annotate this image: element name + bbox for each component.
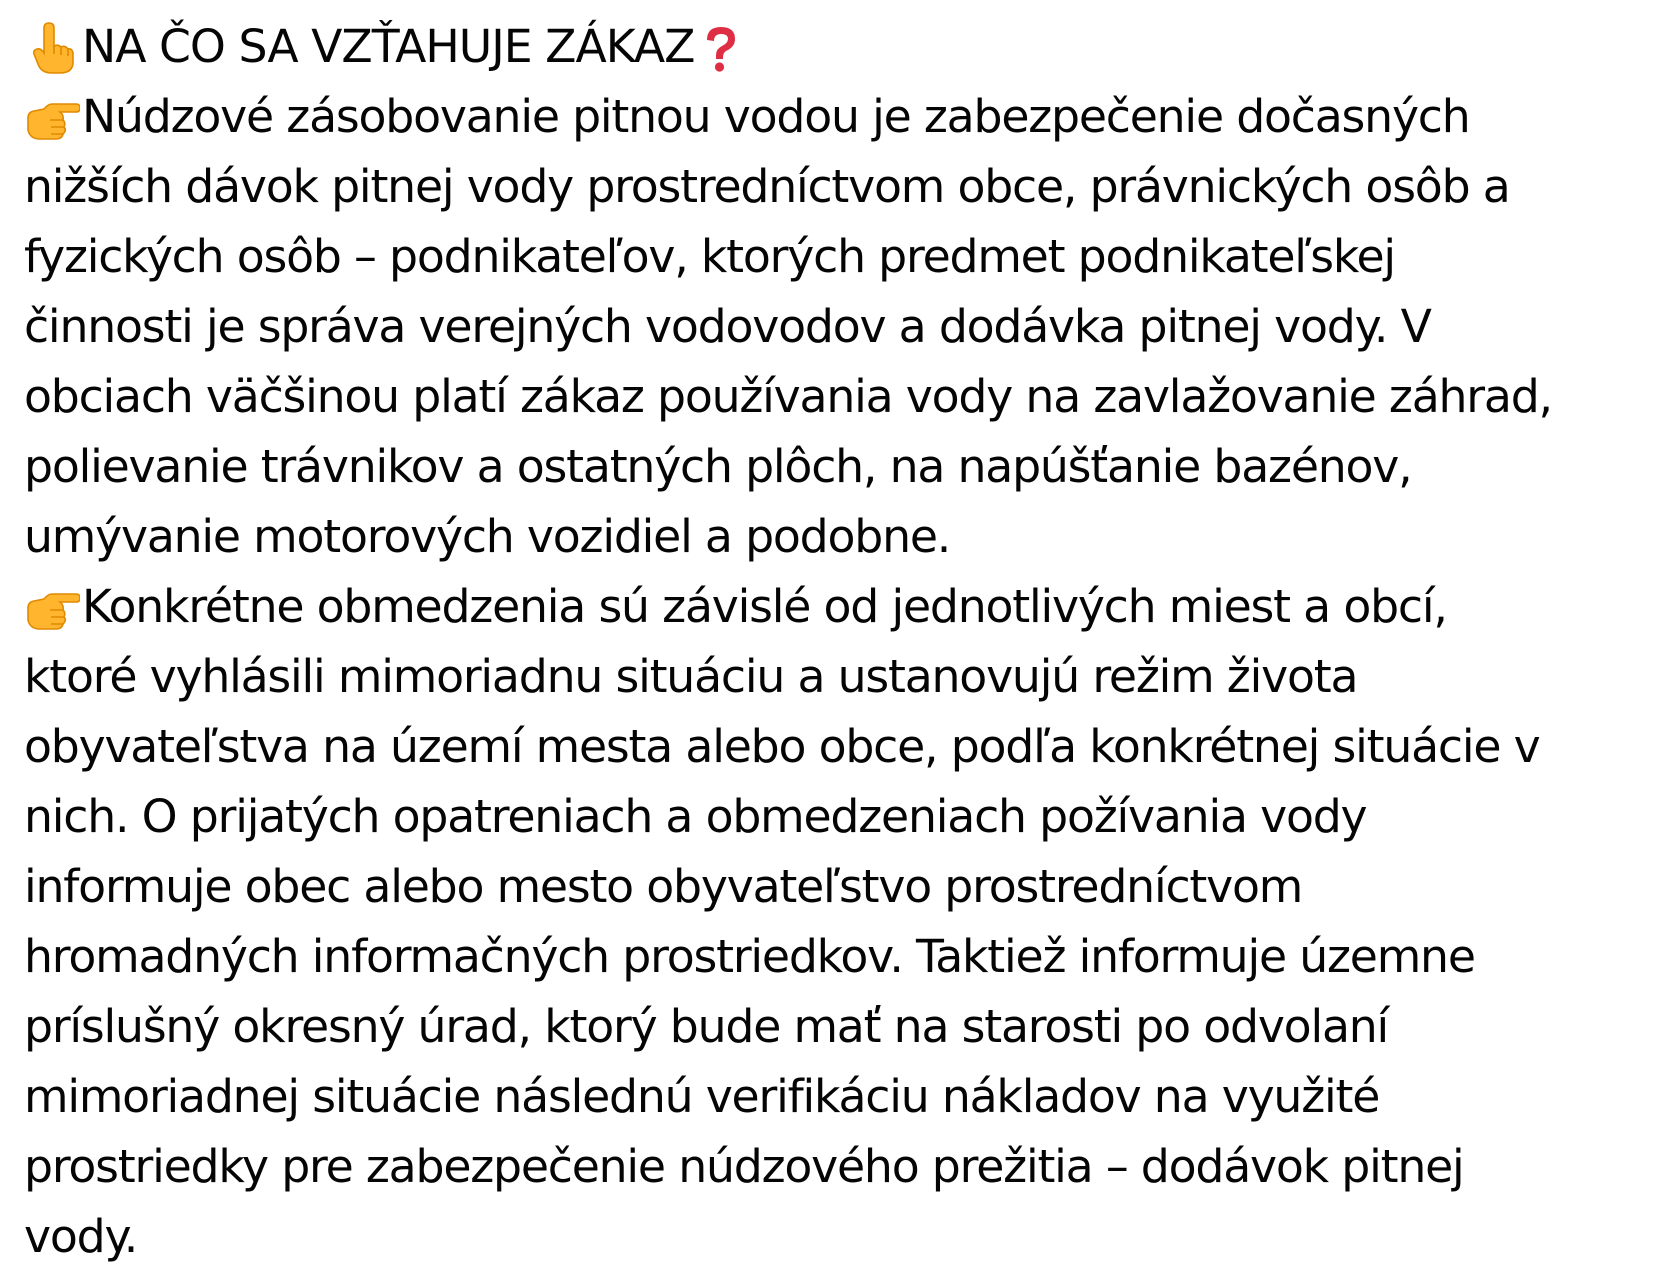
heading-text: NA ČO SA VZŤAHUJE ZÁKAZ — [82, 20, 695, 73]
paragraph-2-line-5 — [24, 852, 1664, 922]
paragraph-1-text: nižších dávok pitnej vody prostredníctvom obce, právnických osôb a — [24, 160, 1510, 213]
paragraph-1-line-5 — [24, 362, 1664, 432]
paragraph-1-line-4 — [24, 292, 1664, 362]
paragraph-1-line-2 — [24, 152, 1664, 222]
paragraph-2-text: Konkrétne obmedzenia sú závislé od jednotlivých miest a obcí, — [82, 580, 1447, 633]
paragraph-1-line-1 — [24, 82, 1664, 152]
paragraph-2-text: príslušný okresný úrad, ktorý bude mať na starosti po odvolaní — [24, 1000, 1389, 1053]
paragraph-2-text: hromadných informačných prostriedkov. Taktiež informuje územne — [24, 930, 1475, 983]
paragraph-1-text: Núdzové zásobovanie pitnou vodou je zabezpečenie dočasných — [82, 90, 1470, 143]
paragraph-2-line-3 — [24, 712, 1664, 782]
paragraph-1-text: polievanie trávnikov a ostatných plôch, na napúšťanie bazénov, — [24, 440, 1412, 493]
paragraph-2-line-9 — [24, 1132, 1664, 1202]
paragraph-2-text: informuje obec alebo mesto obyvateľstvo prostredníctvom — [24, 860, 1303, 913]
paragraph-1-text: činnosti je správa verejných vodovodov a dodávka pitnej vody. V — [24, 300, 1431, 353]
paragraph-2-text: prostriedky pre zabezpečenie núdzového prežitia – dodávok pitnej — [24, 1140, 1464, 1193]
paragraph-1-text: fyzických osôb – podnikateľov, ktorých predmet podnikateľskej — [24, 230, 1395, 283]
post-body — [24, 12, 1664, 1272]
backhand-index-pointing-right-icon — [24, 82, 82, 152]
paragraph-2-text: vody. — [24, 1210, 138, 1263]
index-pointing-up-icon — [24, 12, 82, 82]
red-question-mark-icon — [695, 12, 753, 82]
paragraph-1-line-7 — [24, 502, 1664, 572]
paragraph-1-text: obciach väčšinou platí zákaz používania vody na zavlažovanie záhrad, — [24, 370, 1552, 423]
paragraph-2-text: obyvateľstva na území mesta alebo obce, podľa konkrétnej situácie v — [24, 720, 1540, 773]
backhand-index-pointing-right-icon — [24, 572, 82, 642]
paragraph-2-line-7 — [24, 992, 1664, 1062]
paragraph-2-line-2 — [24, 642, 1664, 712]
paragraph-2-text: nich. O prijatých opatreniach a obmedzeniach požívania vody — [24, 790, 1367, 843]
paragraph-2-text: mimoriadnej situácie následnú verifikáciu nákladov na využité — [24, 1070, 1380, 1123]
paragraph-2-text: ktoré vyhlásili mimoriadnu situáciu a ustanovujú režim života — [24, 650, 1358, 703]
paragraph-2-line-8 — [24, 1062, 1664, 1132]
paragraph-2-line-10 — [24, 1202, 1664, 1272]
post-heading — [24, 12, 1664, 82]
paragraph-1-line-3 — [24, 222, 1664, 292]
paragraph-2-line-6 — [24, 922, 1664, 992]
paragraph-2-line-4 — [24, 782, 1664, 852]
paragraph-1-text: umývanie motorových vozidiel a podobne. — [24, 510, 951, 563]
paragraph-1-line-6 — [24, 432, 1664, 502]
paragraph-2-line-1 — [24, 572, 1664, 642]
